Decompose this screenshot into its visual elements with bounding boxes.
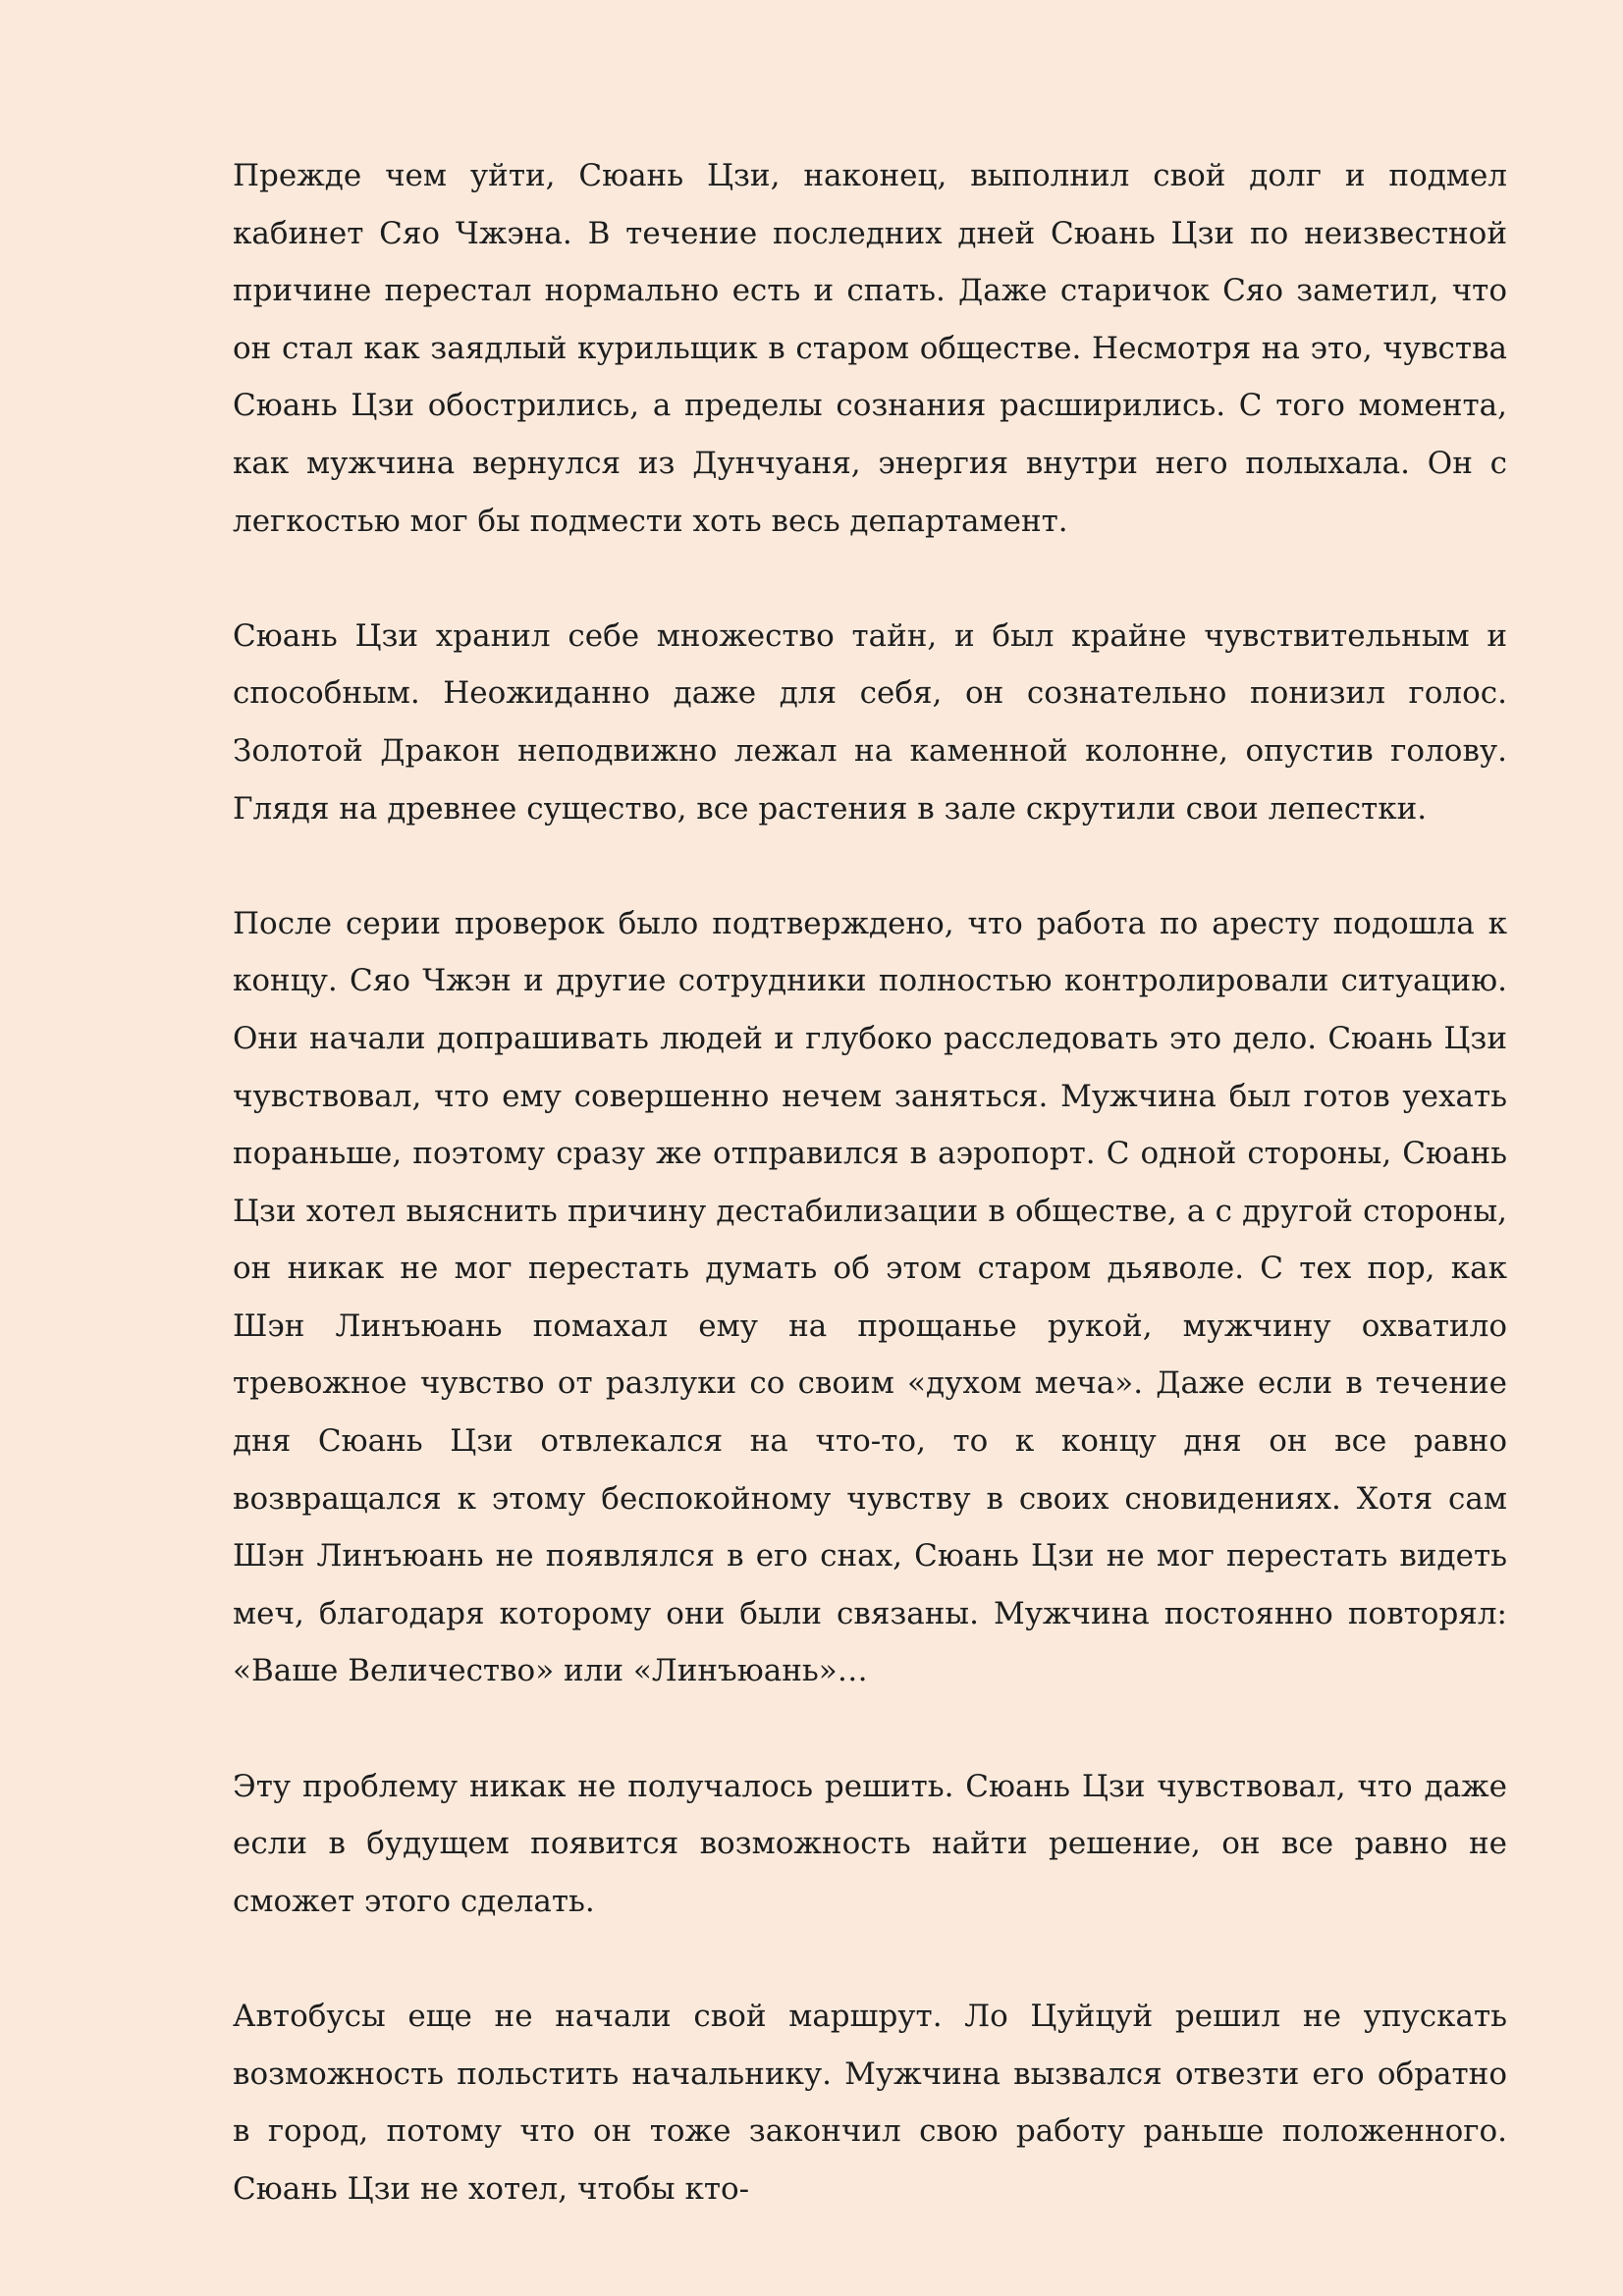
document-body — [233, 147, 1507, 2217]
paragraph-5: Автобусы еще не начали свой маршрут. Ло Цуйцуй решил не упускать возможность польстить начальнику. Мужчина вызвался отвезти его обратно в город, потому что он тоже закончил свою работу раньше положенного. Сюань Цзи не хотел, чтобы кто- — [233, 1999, 1507, 2207]
paragraph-4: Эту проблему никак не получалось решить. Сюань Цзи чувствовал, что даже если в будущем появится возможность найти решение, он все равно не сможет этого сделать. — [233, 1768, 1507, 1919]
paragraph-3: После серии проверок было подтверждено, что работа по аресту подошла к концу. Сяо Чжэн и другие сотрудники полностью контролировали ситуацию. Они начали допрашивать людей и глубоко расследовать это дело. Сюань Цзи чувствовал, что ему совершенно нечем заняться. Мужчина был готов уехать пораньше, поэтому сразу же отправился в аэропорт. С одной стороны, Сюань Цзи хотел выяснить причину дестабилизации в обществе, а с другой стороны, он никак не мог перестать думать об этом старом дьяволе. С тех пор, как Шэн Линъюань помахал ему на прощанье рукой, мужчину охватило тревожное чувство от разлуки со своим «духом меча». Даже если в течение дня Сюань Цзи отвлекался на что-то, то к концу дня он все равно возвращался к этому беспокойному чувству в своих сновидениях. Хотя сам Шэн Линъюань не появлялся в его снах, Сюань Цзи не мог перестать видеть меч, благодаря которому они были связаны. Мужчина постоянно повторял: «Ваше Величество» или «Линъюань»… — [233, 905, 1507, 1689]
paragraph-2: Сюань Цзи хранил себе множество тайн, и был крайне чувствительным и способным. Неожиданно даже для себя, он сознательно понизил голос. Золотой Дракон неподвижно лежал на каменной колонне, опустив голову. Глядя на древнее существо, все растения в зале скрутили свои лепестки. — [233, 617, 1507, 827]
paragraph-1: Прежде чем уйти, Сюань Цзи, наконец, выполнил свой долг и подмел кабинет Сяо Чжэна. В течение последних дней Сюань Цзи по неизвестной причине перестал нормально есть и спать. Даже старичок Сяо заметил, что он стал как заядлый курильщик в старом обществе. Несмотря на это, чувства Сюань Цзи обострились, а пределы сознания расширились. С того момента, как мужчина вернулся из Дунчуаня, энергия внутри него полыхала. Он с легкостью мог бы подмести хоть весь департамент. — [233, 158, 1507, 539]
